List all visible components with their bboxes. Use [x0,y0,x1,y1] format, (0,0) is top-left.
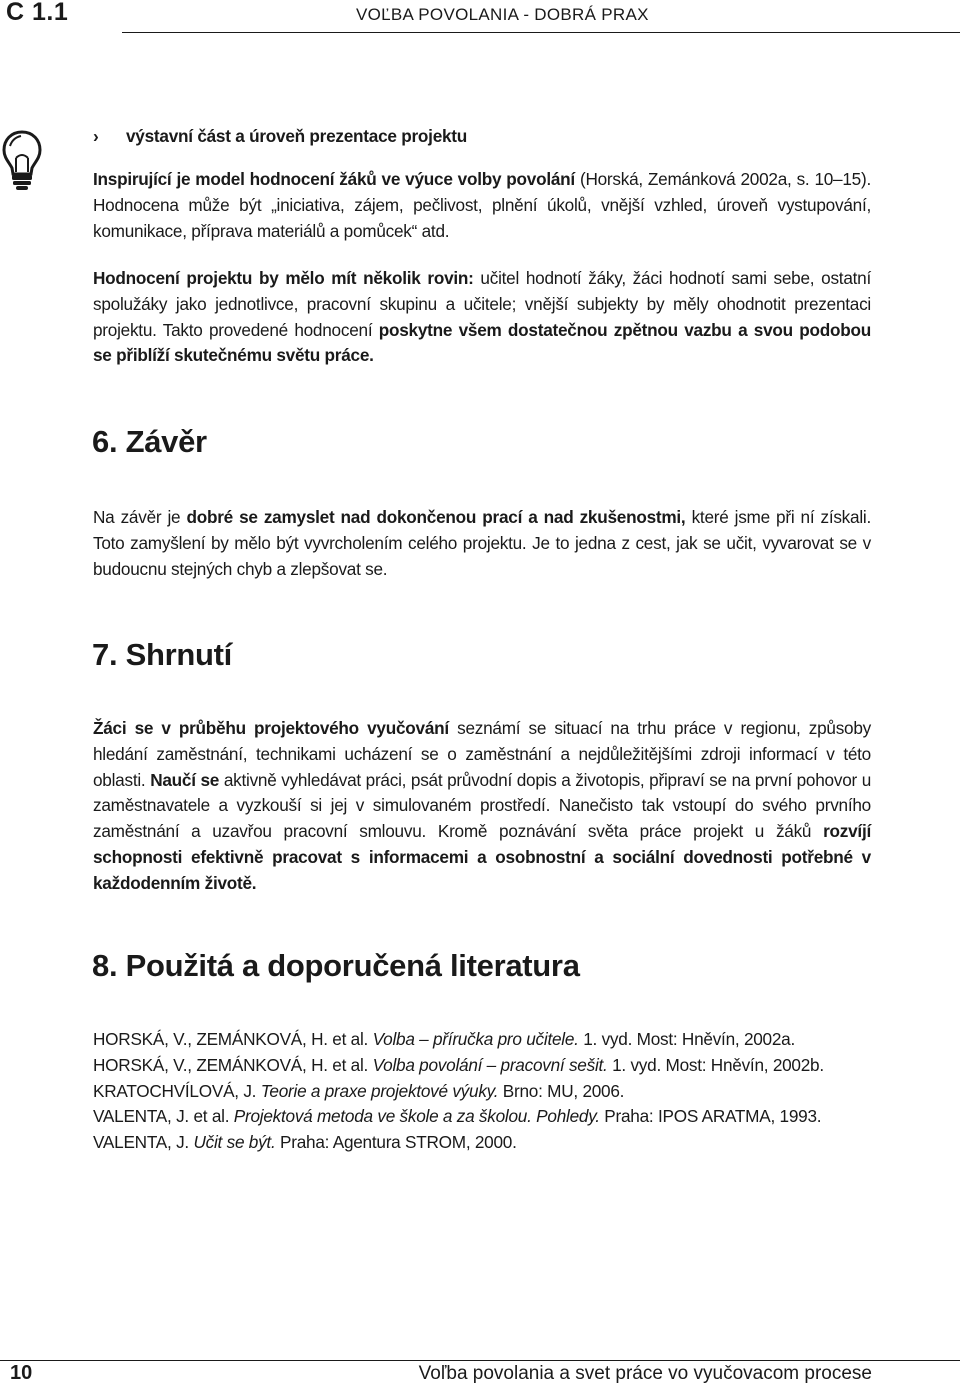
paragraph-evaluation-model: Inspirující je model hodnocení žáků ve výuce volby povolání (Horská, Zemánková 2002a, s. 10–15). Hodnocena může být „iniciativa, zájem, pečlivost, plnění úkolů, vnější vzhled, úroveň vystupování, komunikace, příprava materiálů a pomůcek“ atd. [93,169,871,241]
chevron-right-icon: › [93,126,99,146]
heading-section-8: 8. Použitá a doporučená literatura [92,948,580,983]
header-rule [122,32,960,33]
paragraph-conclusion: Na závěr je dobré se zamyslet nad dokončenou prací a nad zkušenostmi, které jsme při ní získali. Toto zamyšlení by mělo být vyvrcholením celého projektu. Je to jedna z cest, jak se učit, vyvarovat se v budoucnu stejných chyb a zlepšovat se. [93,507,871,579]
bullet-text: výstavní část a úroveň prezentace projektu [126,126,468,146]
footer-rule [0,1360,960,1361]
bullet-item [93,126,467,147]
chapter-code: C 1.1 [6,0,69,26]
reference-item: VALENTA, J. Učit se být. Praha: Agentura STROM, 2000. [93,1132,517,1153]
heading-section-7: 7. Shrnutí [92,637,232,672]
heading-section-6: 6. Závěr [92,424,207,459]
reference-list [93,1027,871,1156]
reference-item: HORSKÁ, V., ZEMÁNKOVÁ, H. et al. Volba povolání – pracovní sešit. 1. vyd. Most: Hněvín, 2002b. [93,1054,824,1075]
paragraph-evaluation-levels: Hodnocení projektu by mělo mít několik rovin: učitel hodnotí žáky, žáci hodnotí sami sebe, ostatní spolužáky jako jednotlivce, pracovní skupinu a učitele; vnější subjekty by měly ohodnotit prezentaci projektu. Takto provedené hodnocení poskytne všem dostatečnou zpětnou vazbu a svou podobou se přiblíží skutečnému světu práce. [93,268,871,366]
page-number: 10 [10,1362,33,1384]
reference-item: HORSKÁ, V., ZEMÁNKOVÁ, H. et al. Volba – příručka pro učitele. 1. vyd. Most: Hněvín, 2002a. [93,1029,796,1049]
paragraph-summary: Žáci se v průběhu projektového vyučování seznámí se situací na trhu práce v regionu, způsoby hledání zaměstnání, technikami ucházení se o zaměstnání a nejdůležitějšími zdroji informací v této oblasti. Naučí se aktivně vyhledávat práci, psát průvodní dopis a životopis, připraví se na první pohovor u zaměstnavatele a vyzkouší si jej v simulovaném prostředí. Nanečisto tak vstoupí do svého prvního zaměstnání a uzavřou pracovní smlouvu. Kromě poznávání světa práce projekt u žáků rozvíjí schopnosti efektivně pracovat s informacemi a osobnostní a sociální dovednosti potřebné v každodenním životě. [93,718,872,893]
running-title: VOĽBA POVOLANIA - DOBRÁ PRAX [356,5,649,24]
reference-item: KRATOCHVÍLOVÁ, J. Teorie a praxe projektové výuky. Brno: MU, 2006. [93,1080,625,1101]
footer-title: Voľba povolania a svet práce vo vyučovacom procese [418,1363,872,1384]
lightbulb-icon [2,130,42,192]
reference-item: VALENTA, J. et al. Projektová metoda ve škole a za školou. Pohledy. Praha: IPOS ARATMA, 1993. [93,1106,822,1127]
